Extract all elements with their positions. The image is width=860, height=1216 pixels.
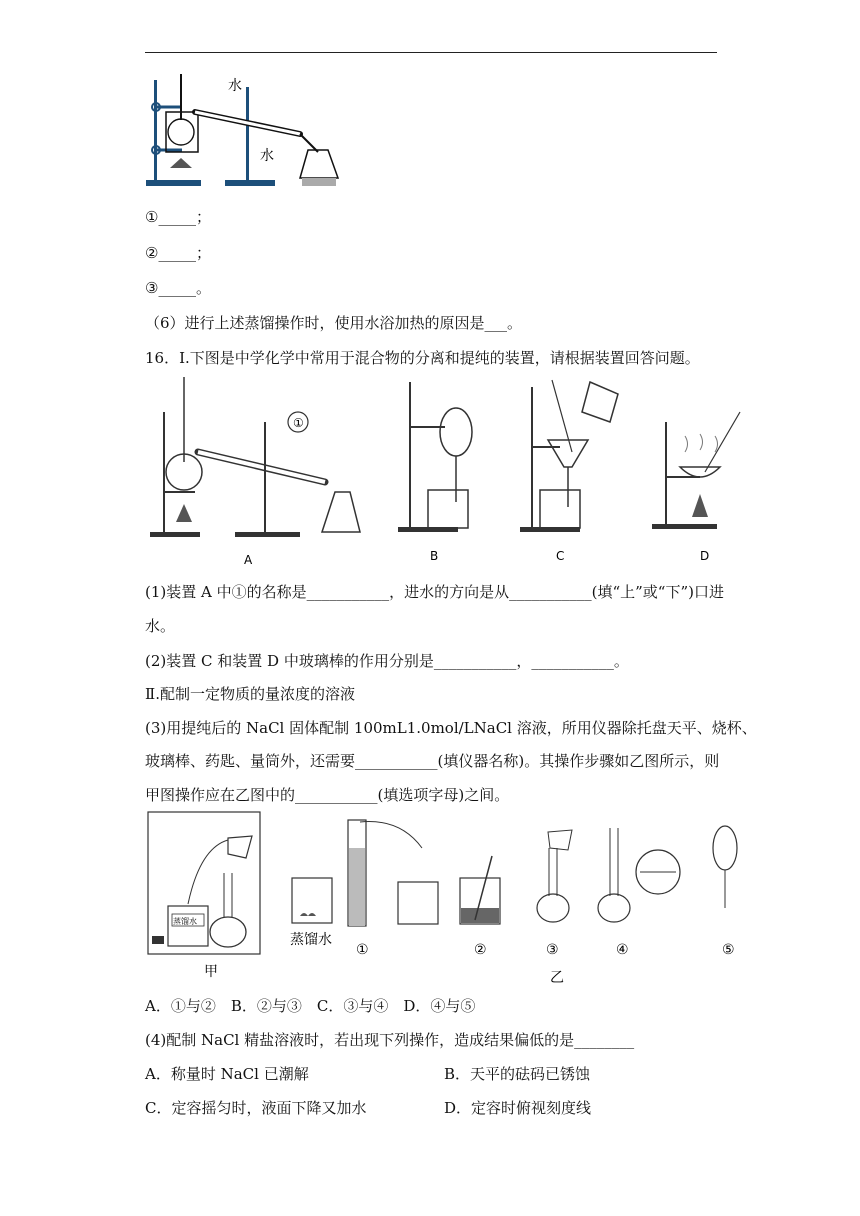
step-4-label: ④ (616, 942, 629, 958)
option-B[interactable]: B．天平的砝码已锈蚀 (444, 1065, 591, 1083)
blank-3: ③_____。 (145, 279, 211, 297)
apparatus-C (520, 380, 618, 563)
label-jia: 甲 (204, 964, 218, 980)
bottle-label: 蒸馏水 (173, 917, 197, 926)
question-16-part4: (4)配制 NaCl 精盐溶液时，若出现下列操作，造成结果偏低的是________ (145, 1031, 635, 1049)
separation-apparatus-figure (140, 372, 760, 572)
label-C: C (556, 549, 565, 563)
question-16-part3-line1: (3)用提纯后的 NaCl 固体配制 100mL1.0mol/LNaCl 溶液，所用仪器除托盘天平、烧杯、 (145, 719, 757, 737)
question-16-part2: (2)装置 C 和装置 D 中玻璃棒的作用分别是___________，___________。 (145, 652, 629, 670)
figure-jia (148, 812, 260, 980)
stand-base-left (146, 180, 201, 186)
option-D[interactable]: D．定容时俯视刻度线 (444, 1099, 592, 1117)
solution-prep-figure (140, 808, 760, 988)
blank-1: ①_____； (145, 208, 211, 226)
water-in-label: 水 (228, 78, 242, 94)
blank-2: ②_____； (145, 244, 211, 262)
step-1-label: ① (356, 942, 369, 958)
label-B: B (430, 549, 439, 563)
apparatus-D (652, 412, 740, 563)
figure-yi (290, 820, 737, 986)
option-A[interactable]: A．称量时 NaCl 已潮解 (145, 1065, 309, 1083)
question-16-part1-line2: 水。 (145, 617, 176, 635)
question-16-part3-options: A．①与② B．②与③ C．③与④ D．④与⑤ (145, 997, 476, 1015)
step-2-label: ② (474, 942, 487, 958)
option-C[interactable]: C．定容摇匀时，液面下降又加水 (145, 1099, 367, 1117)
water-out-label: 水 (260, 148, 274, 164)
question-16-part1-line1: (1)装置 A 中①的名称是___________，进水的方向是从___________(填“上”或“下”)口进 (145, 583, 724, 601)
section-II-heading: Ⅱ.配制一定物质的量浓度的溶液 (145, 685, 355, 703)
step-5-label: ⑤ (722, 942, 735, 958)
condenser-marker: ① (293, 416, 304, 430)
question-16-part3-line3: 甲图操作应在乙图中的___________(填选项字母)之间。 (145, 786, 510, 804)
apparatus-A (150, 377, 360, 567)
question-16-part3-line2: 玻璃棒、药匙、量筒外，还需要___________(填仪器名称)。其操作步骤如乙图所示，则 (145, 752, 720, 770)
header-rule (145, 52, 717, 53)
step-3-label: ③ (546, 942, 559, 958)
water-label: 蒸馏水 (290, 932, 332, 948)
label-D: D (700, 549, 710, 563)
label-yi: 乙 (550, 970, 564, 986)
distillation-figure (140, 72, 340, 190)
question-16-stem: 16．Ⅰ.下图是中学化学中常用于混合物的分离和提纯的装置，请根据装置回答问题。 (145, 349, 700, 367)
label-A: A (244, 553, 253, 567)
apparatus-B (398, 382, 472, 563)
question-6: （6）进行上述蒸馏操作时，使用水浴加热的原因是___。 (145, 314, 523, 332)
